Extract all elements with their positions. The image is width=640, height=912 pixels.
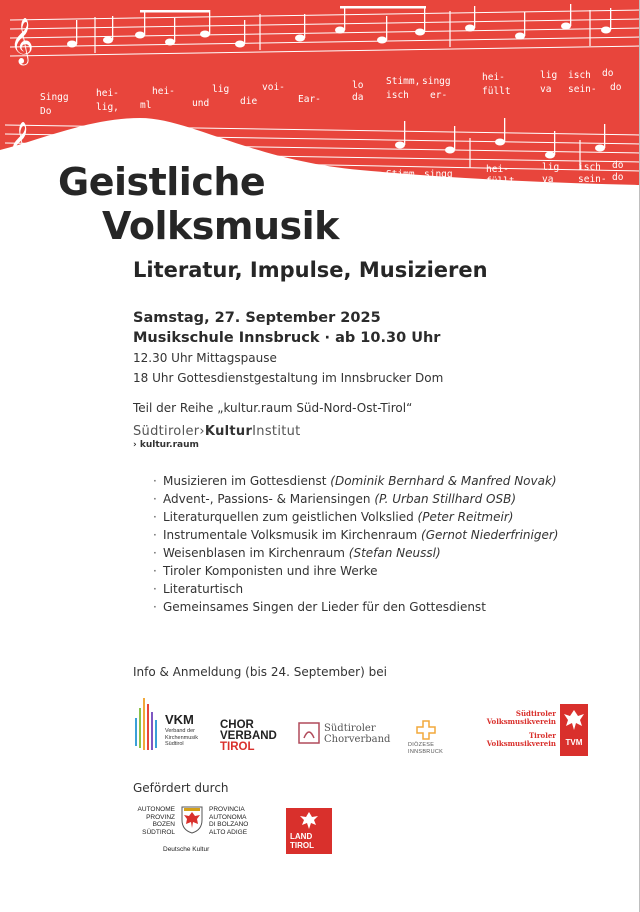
logo-line: SÜDTIROL: [142, 828, 175, 836]
lyric: do: [610, 82, 622, 93]
lyric: va: [540, 84, 552, 95]
logo-line: PROVINZ: [146, 813, 175, 821]
logo-line: CHOR: [220, 719, 254, 731]
province-it: [209, 806, 248, 836]
vkm-line: Verband der: [165, 728, 195, 734]
logo-line: BOZEN: [152, 821, 175, 828]
logo-line: ALTO ADIGE: [209, 828, 248, 836]
logo-line: TIROL: [290, 841, 314, 850]
logo-line: AUTONOMA: [209, 813, 247, 821]
topic-text: Advent-, Passions- & Mariensingen: [163, 492, 371, 506]
funded-by-label: Gefördert durch: [133, 781, 229, 795]
dioezese-name: [408, 742, 443, 755]
list-item: [153, 472, 558, 490]
bullet-icon: ·: [153, 546, 157, 560]
bullet-icon: ·: [153, 564, 157, 578]
list-item: [153, 508, 558, 526]
cross-icon: [416, 720, 436, 740]
logo-part: Kultur: [204, 424, 253, 439]
lyric: Stimm,: [386, 76, 421, 87]
chorverband-name: [324, 723, 390, 745]
lyric: isch: [578, 162, 601, 173]
kulturraum-logo: [133, 440, 199, 450]
kulturinstitut-logo: [133, 424, 301, 439]
logo-line: Volksmusikverein: [486, 717, 556, 726]
dioezese-innsbruck-logo: [408, 720, 458, 756]
eagle-icon: [560, 704, 588, 734]
topic-text: Gemeinsames Singen der Lieder für den Gottesdienst: [163, 600, 486, 614]
lyric: hei-: [152, 86, 175, 97]
provinz-bozen-logo: [133, 806, 268, 858]
vkm-abbr: VKM: [165, 712, 194, 727]
vkm-line: Südtirol: [165, 741, 184, 747]
lyric: do: [612, 160, 624, 171]
volksmusikverein-name: [487, 710, 556, 748]
lyric: und: [192, 98, 210, 109]
list-item: [153, 598, 558, 616]
lyric: singg: [422, 76, 451, 87]
bullet-icon: ·: [153, 474, 157, 488]
topic-list: [153, 472, 558, 616]
logo-line: DIÖZESE: [408, 742, 435, 748]
logo-line: Südtiroler: [515, 709, 556, 718]
lyric: isch: [392, 181, 415, 192]
coat-of-arms-icon: [181, 806, 203, 834]
vkm-logo: [133, 698, 213, 754]
lyric: sein-: [578, 174, 607, 185]
province-sub: Deutsche Kultur: [163, 846, 210, 853]
lyric: ml: [140, 100, 152, 111]
title-line-1: Geistliche: [58, 160, 266, 204]
lyric: lig: [542, 162, 560, 173]
land-tirol-logo: [286, 808, 332, 854]
bullet-icon: ·: [153, 510, 157, 524]
logo-part: Südtiroler: [133, 424, 200, 439]
list-item: [153, 562, 558, 580]
bullet-icon: ·: [153, 492, 157, 506]
logo-line: DI BOLZANO: [209, 821, 249, 828]
lyric: do: [602, 68, 614, 79]
topic-text: Literaturquellen zum geistlichen Volkslied: [163, 510, 414, 524]
eagle-icon-2: [286, 808, 332, 832]
suedtiroler-chorverband-logo: [298, 722, 398, 748]
lyric: lo: [352, 80, 364, 91]
lyric: hei-: [96, 88, 119, 99]
vkm-bars-icon: [133, 698, 161, 754]
lyric: füllt: [486, 176, 515, 187]
province-de: [133, 806, 175, 836]
subtitle: Literatur, Impulse, Musizieren: [133, 258, 488, 282]
event-pause: 12.30 Uhr Mittagspause: [133, 351, 277, 365]
chorverband-tirol-logo: [220, 720, 277, 753]
topic-text: Tiroler Komponisten und ihre Werke: [163, 564, 378, 578]
logo-line: AUTONOME: [137, 806, 175, 813]
lyric: hei-: [482, 72, 505, 83]
bullet-icon: ·: [153, 600, 157, 614]
logo-line: PROVINCIA: [209, 806, 245, 813]
treble-clef-icon: 𝄞: [10, 18, 34, 64]
chevron-right-icon: ›: [199, 424, 205, 439]
lyric: er-: [430, 90, 448, 101]
lyric: füllt: [482, 86, 511, 97]
tvm-badge: [560, 704, 588, 756]
list-item: [153, 580, 558, 598]
topic-text: Musizieren im Gottesdienst: [163, 474, 327, 488]
topic-text: Instrumentale Volksmusik im Kirchenraum: [163, 528, 418, 542]
list-item: [153, 526, 558, 544]
chevron-right-icon: ›: [133, 440, 140, 450]
logo-line: Südtiroler: [324, 723, 376, 734]
logo-line: Chorverband: [324, 734, 391, 745]
logo-line: INNSBRUCK: [408, 748, 444, 755]
land-tirol-name: [290, 832, 314, 850]
chorverband-emblem-icon: [298, 722, 320, 744]
lyric: lig: [540, 70, 558, 81]
lyric: singg: [424, 169, 453, 180]
lyric: do: [612, 172, 624, 183]
topic-text: Literaturtisch: [163, 582, 244, 596]
lyric: lig,: [96, 102, 119, 113]
logo-part: Institut: [252, 424, 301, 439]
topic-text: Weisenblasen im Kirchenraum: [163, 546, 345, 560]
page-title: [58, 160, 339, 248]
topic-speaker: (Peter Reitmeir): [417, 510, 514, 524]
topic-speaker: (Dominik Bernhard & Manfred Novak): [330, 474, 557, 488]
logo-line: Tiroler: [528, 731, 556, 740]
lyric: hei-: [486, 164, 509, 175]
lyric: sein-: [568, 84, 597, 95]
event-service: 18 Uhr Gottesdienstgestaltung im Innsbrucker Dom: [133, 371, 444, 385]
vkm-name: [165, 728, 198, 748]
lyric: die: [240, 96, 258, 107]
lyric: da: [352, 92, 364, 103]
title-line-2: Volksmusik: [102, 204, 339, 248]
logo-line: Volksmusikverein: [486, 739, 556, 748]
event-date: Samstag, 27. September 2025: [133, 310, 381, 326]
lyric: isch: [568, 70, 591, 81]
event-venue: Musikschule Innsbruck · ab 10.30 Uhr: [133, 330, 441, 346]
logo-sub: kultur.raum: [139, 440, 199, 450]
registration-info: Info & Anmeldung (bis 24. September) bei: [133, 665, 387, 679]
lyric: va: [542, 174, 554, 185]
treble-clef-icon-2: 𝄞: [8, 122, 32, 168]
list-item: [153, 544, 558, 562]
bullet-icon: ·: [153, 528, 157, 542]
list-item: [153, 490, 558, 508]
event-series: Teil der Reihe „kultur.raum Süd-Nord-Ost-Tirol“: [133, 401, 413, 415]
volksmusikverein-logo: [478, 704, 588, 760]
logo-line: TIROL: [220, 741, 255, 753]
tvm-abbr: TVM: [565, 738, 583, 747]
lyric: Stimm,: [386, 169, 421, 180]
logo-line: LAND: [290, 832, 313, 841]
topic-speaker: (Gernot Niederfriniger): [421, 528, 559, 542]
topic-speaker: (Stefan Neussl): [348, 546, 441, 560]
lyric: isch: [386, 90, 409, 101]
lyric: er-: [424, 181, 442, 192]
lyric: Singg: [40, 92, 69, 103]
lyric: lig: [212, 84, 230, 95]
lyric: voi-: [262, 82, 285, 93]
bullet-icon: ·: [153, 582, 157, 596]
topic-speaker: (P. Urban Stillhard OSB): [374, 492, 517, 506]
logo-line: VERBAND: [220, 730, 277, 742]
vkm-line: Kirchenmusik: [165, 734, 199, 741]
lyric: Do: [40, 106, 52, 117]
lyric: Ear-: [298, 94, 321, 105]
